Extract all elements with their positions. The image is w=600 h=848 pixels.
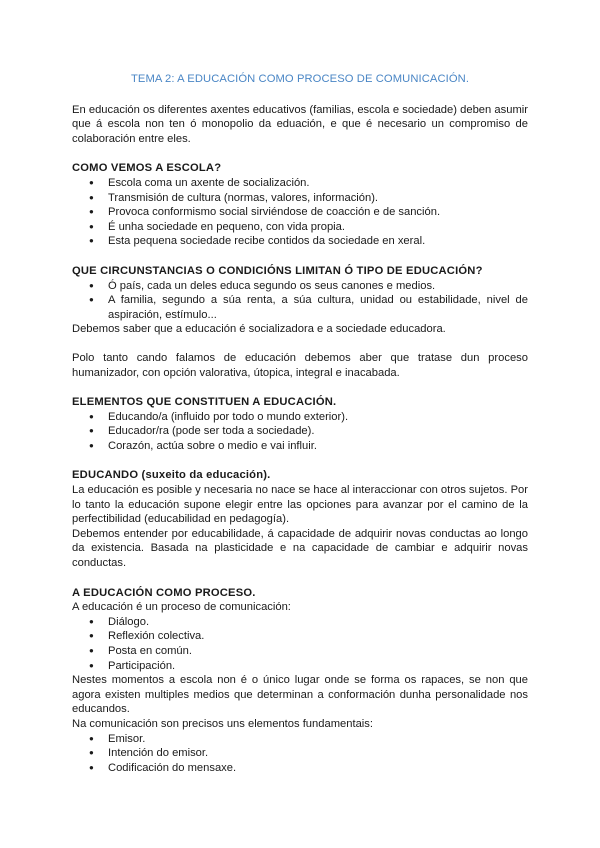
- list-item: ● Transmisión de cultura (normas, valores, información).: [108, 191, 528, 206]
- bullet-list-comunicacion: [72, 732, 528, 776]
- list-item: ● Educador/ra (pode ser toda a sociedade).: [108, 424, 528, 439]
- list-item: ● Diálogo.: [108, 615, 528, 630]
- list-item: ● A familia, segundo a súa renta, a súa cultura, unidad ou estabilidade, nivel de aspiración, estímulo...: [108, 293, 528, 322]
- section-heading-circunstancias: QUE CIRCUNSTANCIAS O CONDICIÓNS LIMITAN Ó TIPO DE EDUCACIÓN?: [72, 264, 483, 277]
- paragraph: Na comunicación son precisos uns elementos fundamentais:: [72, 717, 373, 730]
- list-item: ● Escola coma un axente de socialización.: [108, 176, 528, 191]
- list-item: ● Intención do emisor.: [108, 746, 528, 761]
- section-heading-elementos: ELEMENTOS QUE CONSTITUEN A EDUCACIÓN.: [72, 396, 337, 409]
- list-item: ● Esta pequena sociedade recibe contidos da sociedade en xeral.: [108, 234, 528, 249]
- intro-paragraph: En educación os diferentes axentes educativos (familias, escola e sociedade) deben asumir que á escola non ten ó monopolio da eduación, e que é necesario un compromiso de colaboración entre eles.: [72, 103, 528, 145]
- bullet-list-elementos: [72, 410, 528, 454]
- list-item: ● Participación.: [108, 659, 528, 674]
- list-item: ● Reflexión colectiva.: [108, 629, 528, 644]
- bullet-list-escola: [72, 176, 528, 249]
- bullet-list-circunstancias: [72, 279, 528, 323]
- section-heading-educando: EDUCANDO (suxeito da educación).: [72, 469, 271, 482]
- paragraph: Polo tanto cando falamos de educación debemos aber que tratase dun proceso humanizador, con opción valorativa, útopica, integral e inacabada.: [72, 351, 528, 379]
- paragraph: Nestes momentos a escola non é o único lugar onde se forma os rapaces, se non que agora existen multiples medios que determinan a conformación dunha personalidade nos educandos.: [72, 674, 528, 716]
- list-item: ● Posta en común.: [108, 644, 528, 659]
- list-item: ● Ó país, cada un deles educa segundo os seus canones e medios.: [108, 279, 528, 294]
- list-item: ● É unha sociedade en pequeno, con vida propia.: [108, 220, 528, 235]
- paragraph: Debemos saber que a educación é socializadora e a sociedade educadora.: [72, 323, 446, 336]
- list-item: ● Provoca conformismo social sirviéndose de coacción e de sanción.: [108, 205, 528, 220]
- list-item: ● Educando/a (influido por todo o mundo exterior).: [108, 410, 528, 425]
- bullet-list-proceso: [72, 615, 528, 673]
- list-item: ● Corazón, actúa sobre o medio e vai influir.: [108, 439, 528, 454]
- list-item: ● Emisor.: [108, 732, 528, 747]
- paragraph: La educación es posible y necesaria no nace se hace al interaccionar con otros sujetos. Por lo tanto la educación supone elegir entre las opciones para avanzar por el camino de la perfectibilidad (educabilidad en pedagogía).: [72, 484, 528, 526]
- page-title: TEMA 2: A EDUCACIÓN COMO PROCESO DE COMUNICACIÓN.: [130, 73, 470, 85]
- paragraph: A educación é un proceso de comunicación:: [72, 601, 291, 614]
- section-heading-escola: COMO VEMOS A ESCOLA?: [72, 162, 222, 175]
- list-item: ● Codificación do mensaxe.: [108, 761, 528, 776]
- paragraph: Debemos entender por educabilidade, á capacidade de adquirir novas conductas ao longo da existencia. Basada na plasticidade e na capacidade de cambiar e adquirir novas conductas.: [72, 527, 528, 570]
- section-heading-proceso: A EDUCACIÓN COMO PROCESO.: [72, 586, 256, 599]
